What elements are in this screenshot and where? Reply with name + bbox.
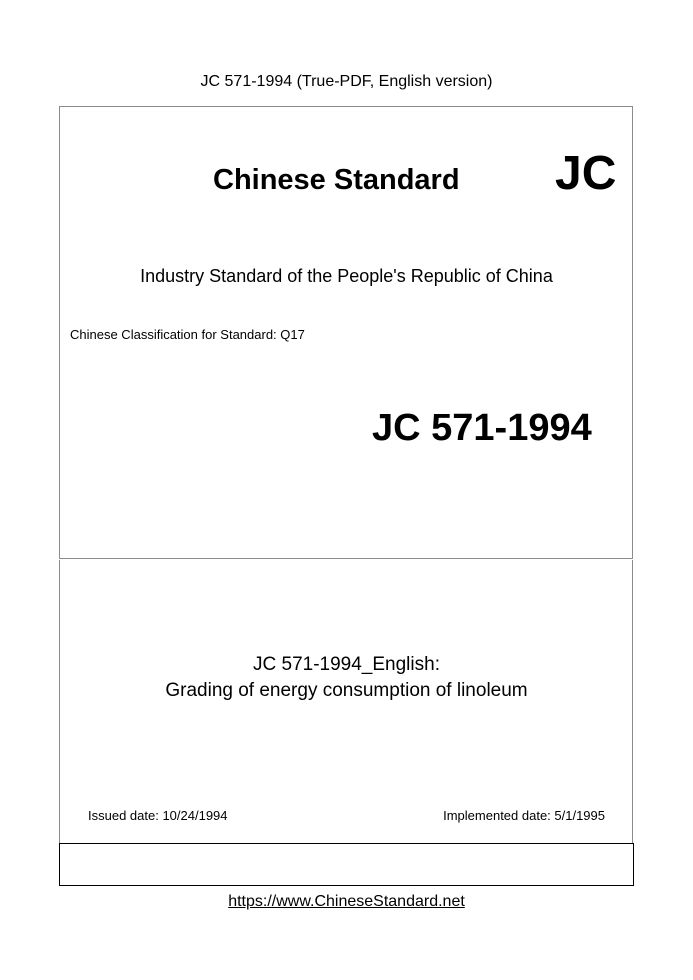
industry-standard-line: Industry Standard of the People's Republic of China [140, 266, 553, 286]
implemented-date: Implemented date: 5/1/1995 [443, 808, 605, 823]
standard-number: JC 571-1994 [372, 407, 592, 449]
document-title-line-1: JC 571-1994_English: [253, 654, 440, 675]
page-header: JC 571-1994 (True-PDF, English version) [200, 73, 493, 90]
issued-date: Issued date: 10/24/1994 [88, 808, 228, 823]
cover-footer-box [59, 843, 634, 886]
website-link-container [0, 892, 693, 912]
brand-code: JC [555, 147, 617, 200]
classification-label: Chinese Classification for Standard: Q17 [70, 327, 305, 342]
brand-title: Chinese Standard [213, 164, 460, 196]
document-title [0, 652, 693, 704]
website-link[interactable]: https://www.ChineseStandard.net [228, 893, 465, 910]
document-title-line-2: Grading of energy consumption of linoleum [165, 680, 528, 701]
